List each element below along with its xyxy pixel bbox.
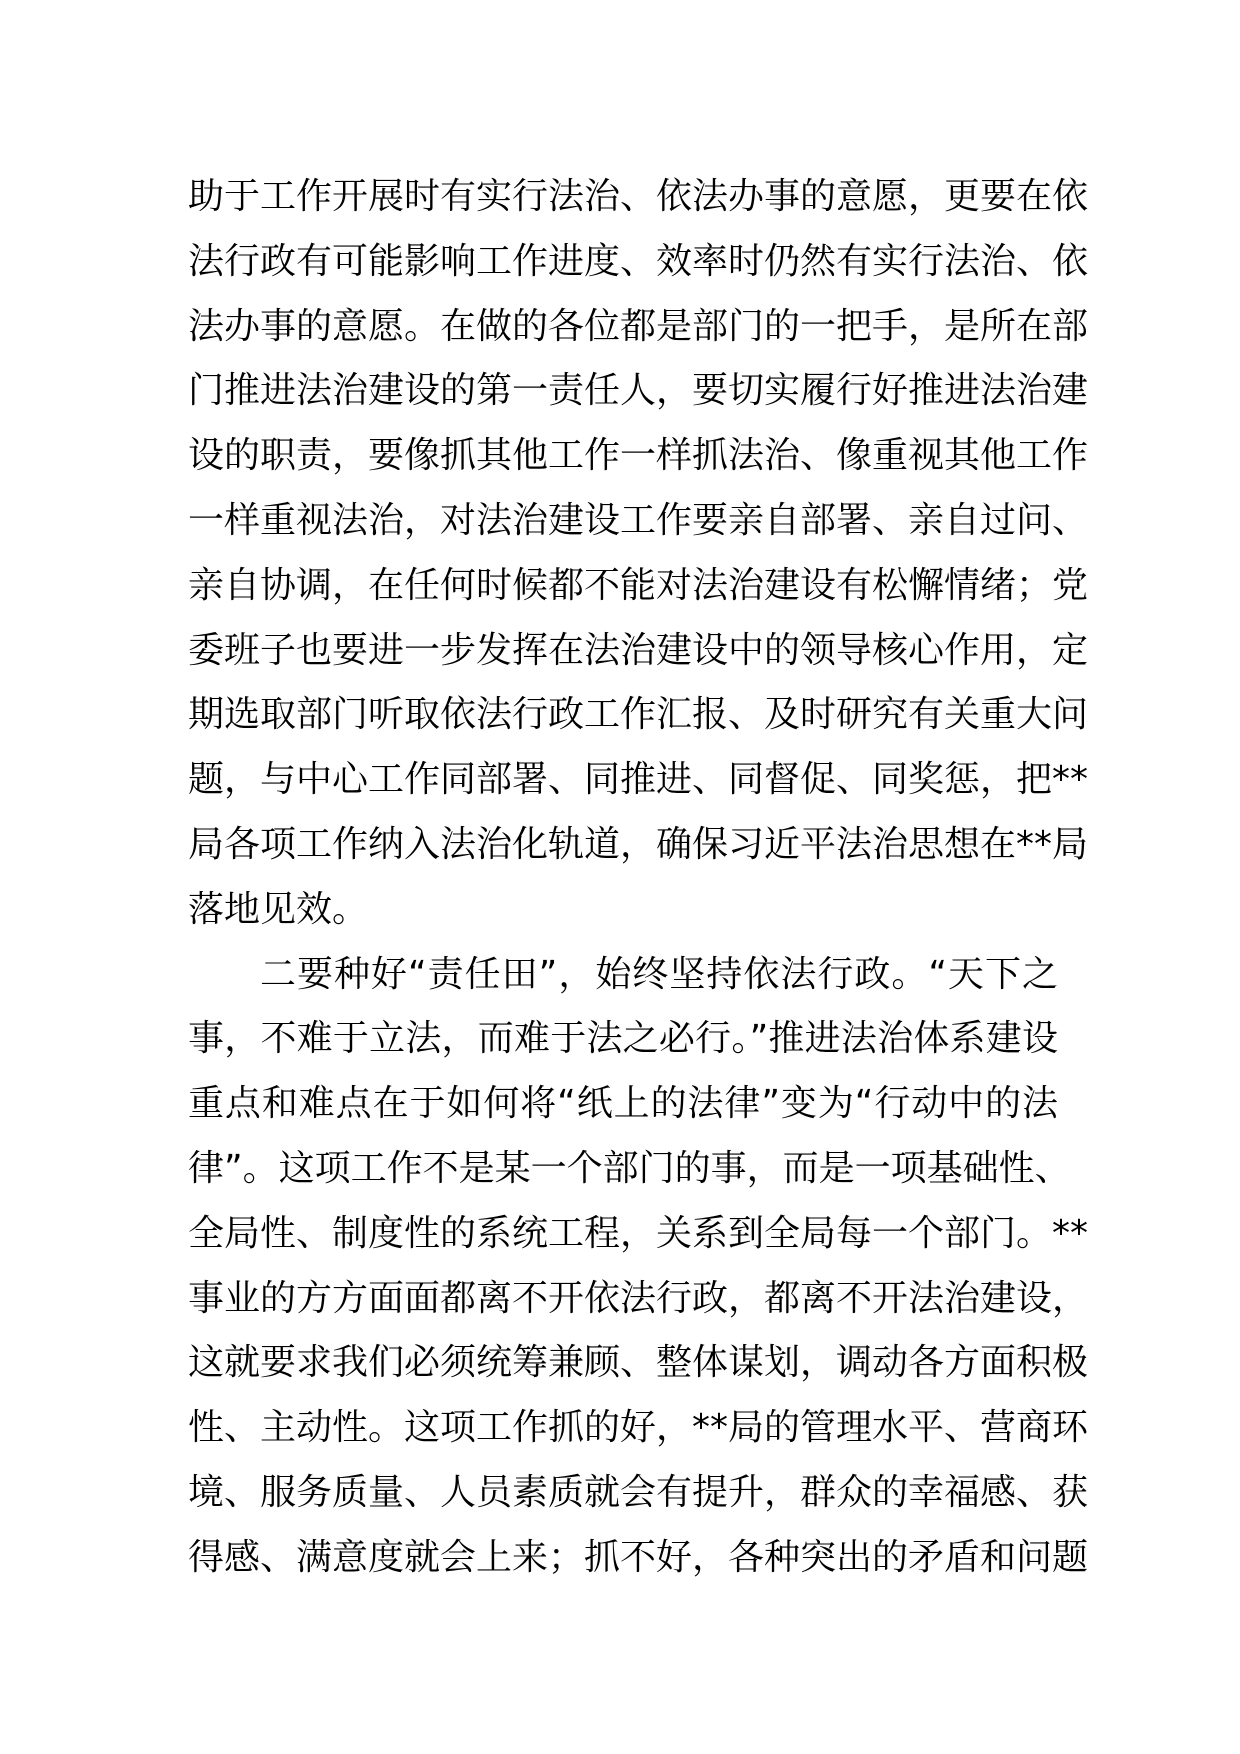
text-line: 委班子也要进一步发挥在法治建设中的领导核心作用，定 <box>188 629 1089 671</box>
text-line: 落地见效。 <box>188 888 369 930</box>
text-line: 门推进法治建设的第一责任人，要切实履行好推进法治建 <box>188 370 1089 412</box>
text-line: 得感、满意度就会上来；抓不好，各种突出的矛盾和问题 <box>188 1536 1089 1578</box>
text-line: 重点和难点在于如何将“纸上的法律”变为“行动中的法 <box>188 1083 1058 1125</box>
text-line: 性、主动性。这项工作抓的好，**局的管理水平、营商环 <box>188 1407 1089 1449</box>
paragraph-start-line: 二要种好“责任田”，始终坚持依法行政。“天下之 <box>260 953 1058 995</box>
text-line: 题，与中心工作同部署、同推进、同督促、同奖惩，把** <box>188 759 1089 801</box>
text-line: 助于工作开展时有实行法治、依法办事的意愿，更要在依 <box>188 176 1089 217</box>
text-line: 期选取部门听取依法行政工作汇报、及时研究有关重大问 <box>188 694 1089 736</box>
text-line: 全局性、制度性的系统工程，关系到全局每一个部门。** <box>188 1212 1089 1254</box>
text-line: 一样重视法治，对法治建设工作要亲自部署、亲自过问、 <box>188 499 1089 541</box>
text-line: 局各项工作纳入法治化轨道，确保习近平法治思想在**局 <box>188 823 1089 865</box>
text-line: 法办事的意愿。在做的各位都是部门的一把手，是所在部 <box>188 305 1089 347</box>
text-line: 这就要求我们必须统筹兼顾、整体谋划，调动各方面积极 <box>188 1342 1089 1384</box>
body-text <box>188 165 1089 1591</box>
text-line: 设的职责，要像抓其他工作一样抓法治、像重视其他工作 <box>188 435 1089 477</box>
text-line: 事，不难于立法，而难于法之必行。”推进法治体系建设 <box>188 1018 1058 1060</box>
text-line: 事业的方方面面都离不开依法行政，都离不开法治建设， <box>188 1277 1089 1319</box>
text-line: 法行政有可能影响工作进度、效率时仍然有实行法治、依 <box>188 240 1089 282</box>
text-line: 律”。这项工作不是某一个部门的事，而是一项基础性、 <box>188 1147 1071 1189</box>
text-line: 境、服务质量、人员素质就会有提升，群众的幸福感、获 <box>188 1471 1089 1513</box>
text-line: 亲自协调，在任何时候都不能对法治建设有松懈情绪；党 <box>188 564 1089 606</box>
